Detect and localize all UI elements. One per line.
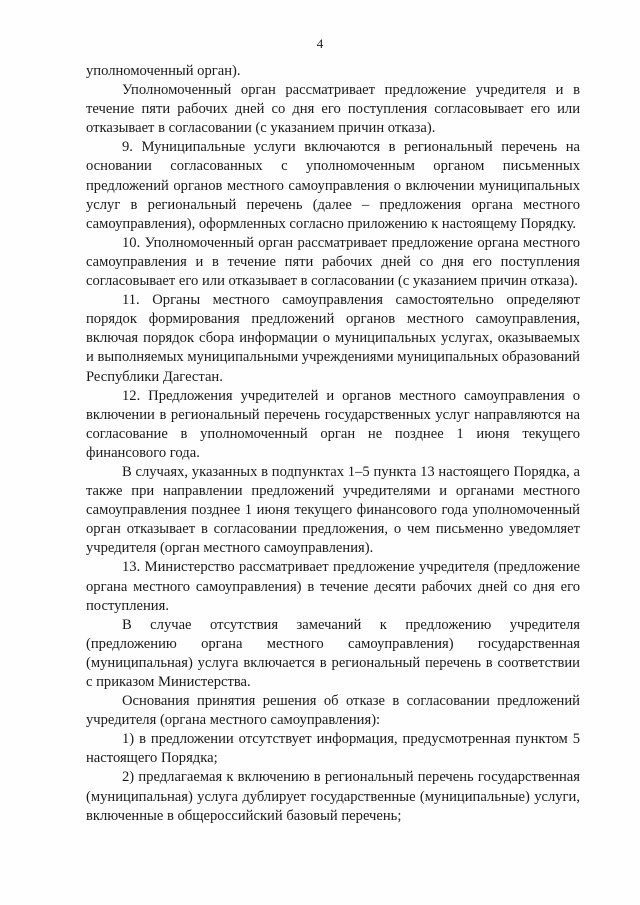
page-number: 4 xyxy=(316,36,324,51)
document-body xyxy=(86,62,580,826)
paragraph: 2) предлагаемая к включению в региональный перечень государственная (муниципальная) услуга дублирует государственные (муниципальные) услуги, включенные в общероссийский базовый перечень; xyxy=(86,769,580,824)
paragraph: 13. Министерство рассматривает предложение учредителя (предложение органа местного самоуправления) в течение десяти рабочих дней со дня его поступления. xyxy=(86,559,580,614)
paragraph: 11. Органы местного самоуправления самостоятельно определяют порядок формирования предложений органов местного самоуправления, включая порядок сбора информации о муниципальных услугах, оказываемых и выполняемых муниципальными учреждениями муниципальных образований Республики Дагестан. xyxy=(86,292,580,385)
paragraph: В случаях, указанных в подпунктах 1–5 пункта 13 настоящего Порядка, а также при направлении предложений учредителями и органами местного самоуправления позднее 1 июня текущего финансового года уполномоченный орган отказывает в согласовании предложения, о чем письменно уведомляет учредителя (орган местного самоуправления). xyxy=(86,463,580,557)
paragraph: Уполномоченный орган рассматривает предложение учредителя и в течение пяти рабочих дней со дня его поступления согласовывает его или отказывает в согласовании (с указанием причин отказа). xyxy=(86,82,580,137)
paragraph: В случае отсутствия замечаний к предложению учредителя (предложению органа местного самоуправления) государственная (муниципальная) услуга включается в региональный перечень в соответствии с приказом Министерства. xyxy=(86,616,580,690)
paragraph: 12. Предложения учредителей и органов местного самоуправления о включении в региональный перечень государственных услуг направляются на согласование в уполномоченный орган не позднее 1 июня текущего финансового года. xyxy=(86,387,580,461)
paragraph: 1) в предложении отсутствует информация, предусмотренная пунктом 5 настоящего Порядка; xyxy=(86,731,580,767)
paragraph: Основания принятия решения об отказе в согласовании предложений учредителя (органа местного самоуправления): xyxy=(86,693,580,729)
paragraph: 9. Муниципальные услуги включаются в региональный перечень на основании согласованных с уполномоченным органом письменных предложений органов местного самоуправления о включении муниципальных услуг в региональный перечень (далее – предложения органа местного самоуправления), оформленных согласно приложению к настоящему Порядку. xyxy=(86,139,580,232)
paragraph: уполномоченный орган). xyxy=(86,63,241,79)
paragraph: 10. Уполномоченный орган рассматривает предложение органа местного самоуправления и в течение пяти рабочих дней со дня его поступления согласовывает его или отказывает в согласовании (с указанием причин отказа). xyxy=(86,234,580,290)
